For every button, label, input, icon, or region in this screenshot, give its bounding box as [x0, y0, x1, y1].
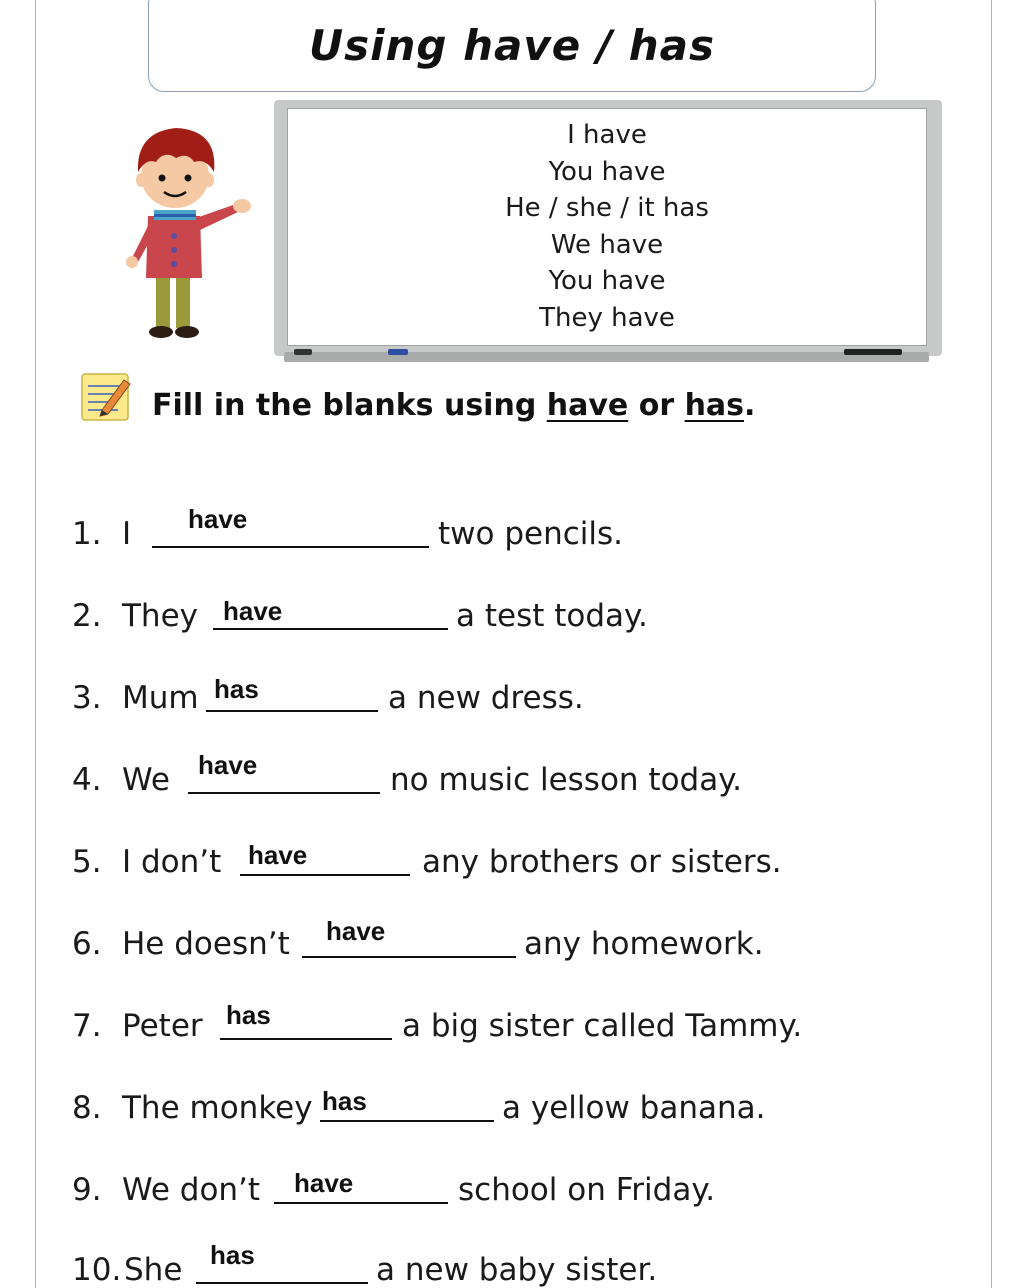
conjugation-line: We have: [550, 229, 664, 260]
exercise-prefix: He doesn’t: [122, 926, 290, 962]
exercise-suffix: a new baby sister.: [376, 1252, 658, 1288]
instruction-suffix: .: [744, 388, 756, 423]
whiteboard: [274, 100, 942, 356]
answer-blank[interactable]: [152, 504, 429, 548]
exercise-suffix: a yellow banana.: [502, 1090, 766, 1126]
exercise-prefix: The monkey: [122, 1090, 313, 1126]
exercise-suffix: any homework.: [524, 926, 764, 962]
exercise-suffix: two pencils.: [438, 516, 624, 552]
exercise-number: 6.: [72, 926, 102, 962]
exercise-suffix: a new dress.: [388, 680, 584, 716]
exercise-number: 1.: [72, 516, 102, 552]
exercise-prefix: Peter: [122, 1008, 203, 1044]
answer-text: has: [210, 1240, 255, 1270]
exercise-prefix: We don’t: [122, 1172, 261, 1208]
exercise-prefix: We: [122, 762, 170, 798]
instruction-word-has: has: [684, 388, 745, 423]
exercise-suffix: any brothers or sisters.: [422, 844, 782, 880]
exercise-suffix: school on Friday.: [458, 1172, 716, 1208]
exercise-suffix: no music lesson today.: [390, 762, 743, 798]
answer-text: have: [294, 1168, 354, 1198]
conjugation-list: [288, 117, 926, 337]
answer-text: have: [248, 840, 308, 870]
exercise-prefix: Mum: [122, 680, 199, 716]
answer-blank[interactable]: [274, 1160, 448, 1204]
eraser-icon: [844, 349, 902, 355]
exercise-number: 2.: [72, 598, 102, 634]
answer-blank[interactable]: [196, 1240, 368, 1284]
answer-blank[interactable]: [220, 996, 392, 1040]
exercise-number: 4.: [72, 762, 102, 798]
answer-text: has: [322, 1086, 367, 1116]
exercise-prefix: They: [122, 598, 199, 634]
exercise-number: 8.: [72, 1090, 102, 1126]
boy-illustration: [118, 118, 258, 346]
answer-blank[interactable]: [206, 668, 378, 712]
answer-blank[interactable]: [320, 1078, 494, 1122]
exercise-number: 10.: [72, 1252, 122, 1288]
answer-text: have: [188, 504, 248, 534]
exercise-suffix: a big sister called Tammy.: [402, 1008, 803, 1044]
conjugation-line: They have: [539, 302, 675, 333]
whiteboard-surface: [287, 108, 927, 346]
answer-blank[interactable]: [213, 586, 448, 630]
exercise-prefix: I don’t: [122, 844, 222, 880]
instruction-prefix: Fill in the blanks using: [152, 388, 547, 423]
exercise-prefix: She: [124, 1252, 183, 1288]
exercise-number: 3.: [72, 680, 102, 716]
exercise-number: 7.: [72, 1008, 102, 1044]
answer-blank[interactable]: [240, 832, 410, 876]
answer-blank[interactable]: [302, 914, 516, 958]
answer-text: has: [214, 674, 259, 704]
conjugation-line: He / she / it has: [505, 193, 709, 224]
conjugation-line: I have: [567, 120, 647, 150]
answer-text: have: [223, 596, 283, 626]
answer-text: has: [226, 1000, 271, 1030]
marker-icon: [388, 349, 408, 355]
exercise-number: 5.: [72, 844, 102, 880]
instruction-word-have: have: [546, 388, 629, 423]
worksheet-title: Using have / has: [308, 20, 716, 70]
title-box: [148, 0, 876, 92]
answer-text: have: [198, 750, 258, 780]
conjugation-line: You have: [548, 156, 666, 187]
exercise-suffix: a test today.: [456, 598, 648, 634]
exercise-number: 9.: [72, 1172, 102, 1208]
instruction-middle: or: [628, 388, 685, 423]
answer-blank[interactable]: [188, 750, 380, 794]
instruction-text: [152, 388, 755, 423]
notepad-pencil-icon: [80, 370, 132, 422]
exercise-prefix: I: [122, 516, 132, 552]
whiteboard-tray: [284, 352, 929, 362]
answer-text: have: [326, 916, 386, 946]
marker-icon: [294, 349, 312, 355]
conjugation-line: You have: [548, 266, 666, 297]
